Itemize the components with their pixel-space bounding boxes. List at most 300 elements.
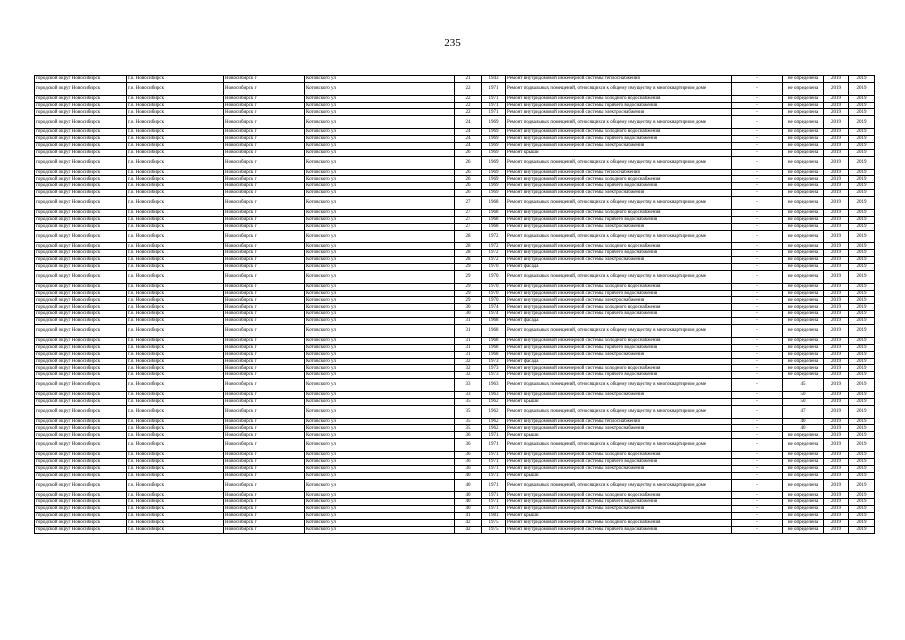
settlement-cell: г.о. Новосибирск: [127, 465, 224, 472]
dash-cell: -: [732, 425, 783, 432]
year-end-cell: 2019: [849, 499, 875, 506]
cost-cell: не определена: [783, 230, 824, 243]
house-number-cell: 36: [455, 458, 482, 465]
cost-cell: не определена: [783, 458, 824, 465]
year-start-cell: 2019: [824, 344, 849, 351]
year-end-cell: 2019: [849, 391, 875, 398]
build-year-cell: 1973: [482, 372, 506, 379]
year-start-cell: 2019: [824, 304, 849, 311]
street-cell: Котовского ул: [305, 452, 455, 459]
cost-cell: не определена: [783, 216, 824, 223]
dash-cell: -: [732, 283, 783, 290]
street-cell: Котовского ул: [305, 216, 455, 223]
city-cell: Новосибирск г: [224, 513, 305, 520]
table-row: [35, 283, 875, 290]
district-cell: городской округ Новосибирск: [35, 209, 127, 216]
street-cell: Котовского ул: [305, 439, 455, 452]
cost-cell: не определена: [783, 270, 824, 283]
street-cell: Котовского ул: [305, 398, 455, 405]
cost-cell: не определена: [783, 351, 824, 358]
table-row: [35, 136, 875, 143]
house-number-cell: 26: [455, 169, 482, 176]
work-type-cell: Ремонт внутридомовой инженерной системы электроснабжения: [506, 391, 732, 398]
year-start-cell: 2019: [824, 492, 849, 499]
year-end-cell: 2019: [849, 257, 875, 264]
city-cell: Новосибирск г: [224, 190, 305, 197]
dash-cell: -: [732, 465, 783, 472]
cost-cell: 47: [783, 405, 824, 418]
dash-cell: -: [732, 452, 783, 459]
settlement-cell: г.о. Новосибирск: [127, 216, 224, 223]
dash-cell: -: [732, 337, 783, 344]
street-cell: Котовского ул: [305, 116, 455, 129]
district-cell: городской округ Новосибирск: [35, 492, 127, 499]
year-start-cell: 2019: [824, 82, 849, 95]
build-year-cell: 1971: [482, 499, 506, 506]
table-row: [35, 439, 875, 452]
table-row: [35, 190, 875, 197]
house-number-cell: 31: [455, 351, 482, 358]
district-cell: городской округ Новосибирск: [35, 365, 127, 372]
year-end-cell: 2019: [849, 250, 875, 257]
settlement-cell: г.о. Новосибирск: [127, 379, 224, 392]
city-cell: Новосибирск г: [224, 149, 305, 156]
district-cell: городской округ Новосибирск: [35, 102, 127, 109]
year-start-cell: 2019: [824, 432, 849, 439]
house-number-cell: 24: [455, 129, 482, 136]
build-year-cell: 1968: [482, 216, 506, 223]
cost-cell: не определена: [783, 439, 824, 452]
district-cell: городской округ Новосибирск: [35, 499, 127, 506]
work-type-cell: Ремонт подвальных помещений, относящихся к общему имуществу в многоквартирном доме: [506, 439, 732, 452]
city-cell: Новосибирск г: [224, 183, 305, 190]
district-cell: городской округ Новосибирск: [35, 250, 127, 257]
cost-cell: не определена: [783, 526, 824, 533]
work-type-cell: Ремонт внутридомовой инженерной системы холодного водоснабжения: [506, 283, 732, 290]
district-cell: городской округ Новосибирск: [35, 82, 127, 95]
build-year-cell: 1975: [482, 519, 506, 526]
cost-cell: не определена: [783, 344, 824, 351]
table-row: [35, 337, 875, 344]
city-cell: Новосибирск г: [224, 472, 305, 479]
cost-cell: 40: [783, 425, 824, 432]
year-end-cell: 2019: [849, 142, 875, 149]
district-cell: городской округ Новосибирск: [35, 318, 127, 325]
settlement-cell: г.о. Новосибирск: [127, 337, 224, 344]
street-cell: Котовского ул: [305, 365, 455, 372]
city-cell: Новосибирск г: [224, 102, 305, 109]
house-number-cell: 33: [455, 379, 482, 392]
house-number-cell: 30: [455, 304, 482, 311]
year-start-cell: 2019: [824, 149, 849, 156]
street-cell: Котовского ул: [305, 257, 455, 264]
dash-cell: -: [732, 379, 783, 392]
work-type-cell: Ремонт подвальных помещений, относящихся к общему имуществу в многоквартирном доме: [506, 325, 732, 338]
district-cell: городской округ Новосибирск: [35, 129, 127, 136]
cost-cell: не определена: [783, 109, 824, 116]
dash-cell: -: [732, 513, 783, 520]
cost-cell: не определена: [783, 176, 824, 183]
settlement-cell: г.о. Новосибирск: [127, 519, 224, 526]
street-cell: Котовского ул: [305, 372, 455, 379]
settlement-cell: г.о. Новосибирск: [127, 190, 224, 197]
dash-cell: -: [732, 109, 783, 116]
city-cell: Новосибирск г: [224, 95, 305, 102]
cost-cell: не определена: [783, 102, 824, 109]
dash-cell: -: [732, 358, 783, 365]
city-cell: Новосибирск г: [224, 398, 305, 405]
city-cell: Новосибирск г: [224, 283, 305, 290]
year-start-cell: 2019: [824, 102, 849, 109]
cost-cell: не определена: [783, 76, 824, 83]
build-year-cell: 1973: [482, 358, 506, 365]
table-row: [35, 297, 875, 304]
work-type-cell: Ремонт внутридомовой инженерной системы электроснабжения: [506, 142, 732, 149]
year-end-cell: 2019: [849, 519, 875, 526]
district-cell: городской округ Новосибирск: [35, 358, 127, 365]
street-cell: Котовского ул: [305, 76, 455, 83]
house-number-cell: 31: [455, 344, 482, 351]
build-year-cell: 1969: [482, 149, 506, 156]
district-cell: городской округ Новосибирск: [35, 257, 127, 264]
work-type-cell: Ремонт фасада: [506, 318, 732, 325]
cost-cell: не определена: [783, 82, 824, 95]
year-end-cell: 2019: [849, 311, 875, 318]
work-type-cell: Ремонт внутридомовой инженерной системы горячего водоснабжения: [506, 290, 732, 297]
district-cell: городской округ Новосибирск: [35, 109, 127, 116]
build-year-cell: 1970: [482, 283, 506, 290]
cost-cell: не определена: [783, 149, 824, 156]
street-cell: Котовского ул: [305, 499, 455, 506]
district-cell: городской округ Новосибирск: [35, 391, 127, 398]
table-row: [35, 169, 875, 176]
dash-cell: -: [732, 264, 783, 271]
dash-cell: -: [732, 142, 783, 149]
year-end-cell: 2019: [849, 365, 875, 372]
settlement-cell: г.о. Новосибирск: [127, 283, 224, 290]
work-type-cell: Ремонт подвальных помещений, относящихся к общему имуществу в многоквартирном доме: [506, 230, 732, 243]
house-number-cell: 32: [455, 358, 482, 365]
house-number-cell: 24: [455, 116, 482, 129]
street-cell: Котовского ул: [305, 391, 455, 398]
city-cell: Новосибирск г: [224, 358, 305, 365]
table-row: [35, 102, 875, 109]
district-cell: городской округ Новосибирск: [35, 169, 127, 176]
city-cell: Новосибирск г: [224, 506, 305, 513]
build-year-cell: 1968: [482, 344, 506, 351]
dash-cell: -: [732, 519, 783, 526]
street-cell: Котовского ул: [305, 432, 455, 439]
settlement-cell: г.о. Новосибирск: [127, 209, 224, 216]
cost-cell: не определена: [783, 142, 824, 149]
street-cell: Котовского ул: [305, 479, 455, 492]
build-year-cell: 1963: [482, 391, 506, 398]
house-number-cell: 36: [455, 465, 482, 472]
settlement-cell: г.о. Новосибирск: [127, 472, 224, 479]
dash-cell: -: [732, 176, 783, 183]
district-cell: городской округ Новосибирск: [35, 405, 127, 418]
year-start-cell: 2019: [824, 264, 849, 271]
work-type-cell: Ремонт внутридомовой инженерной системы электроснабжения: [506, 190, 732, 197]
year-start-cell: 2019: [824, 270, 849, 283]
table-row: [35, 223, 875, 230]
settlement-cell: г.о. Новосибирск: [127, 297, 224, 304]
district-cell: городской округ Новосибирск: [35, 418, 127, 425]
build-year-cell: 1972: [482, 257, 506, 264]
street-cell: Котовского ул: [305, 136, 455, 143]
street-cell: Котовского ул: [305, 82, 455, 95]
table-row: [35, 513, 875, 520]
year-start-cell: 2019: [824, 325, 849, 338]
house-number-cell: 36: [455, 439, 482, 452]
page-number: 235: [444, 37, 461, 49]
year-start-cell: 2019: [824, 439, 849, 452]
city-cell: Новосибирск г: [224, 372, 305, 379]
dash-cell: -: [732, 243, 783, 250]
cost-cell: не определена: [783, 190, 824, 197]
street-cell: Котовского ул: [305, 270, 455, 283]
year-start-cell: 2019: [824, 398, 849, 405]
year-end-cell: 2019: [849, 76, 875, 83]
settlement-cell: г.о. Новосибирск: [127, 425, 224, 432]
city-cell: Новосибирск г: [224, 425, 305, 432]
house-number-cell: 30: [455, 311, 482, 318]
cost-cell: не определена: [783, 290, 824, 297]
house-number-cell: 26: [455, 149, 482, 156]
house-number-cell: 32: [455, 372, 482, 379]
cost-cell: не определена: [783, 136, 824, 143]
table-row: [35, 311, 875, 318]
cost-cell: не определена: [783, 499, 824, 506]
build-year-cell: 1971: [482, 439, 506, 452]
capital-repair-table: [34, 75, 875, 534]
house-number-cell: 26: [455, 156, 482, 169]
year-end-cell: 2019: [849, 223, 875, 230]
city-cell: Новосибирск г: [224, 264, 305, 271]
district-cell: городской округ Новосибирск: [35, 136, 127, 143]
year-end-cell: 2019: [849, 432, 875, 439]
settlement-cell: г.о. Новосибирск: [127, 156, 224, 169]
build-year-cell: 1971: [482, 432, 506, 439]
build-year-cell: 1969: [482, 116, 506, 129]
city-cell: Новосибирск г: [224, 337, 305, 344]
street-cell: Котовского ул: [305, 190, 455, 197]
street-cell: Котовского ул: [305, 458, 455, 465]
cost-cell: 45: [783, 379, 824, 392]
city-cell: Новосибирск г: [224, 243, 305, 250]
dash-cell: -: [732, 230, 783, 243]
table-row: [35, 183, 875, 190]
settlement-cell: г.о. Новосибирск: [127, 351, 224, 358]
dash-cell: -: [732, 297, 783, 304]
build-year-cell: 1971: [482, 82, 506, 95]
work-type-cell: Ремонт внутридомовой инженерной системы холодного водоснабжения: [506, 519, 732, 526]
city-cell: Новосибирск г: [224, 304, 305, 311]
settlement-cell: г.о. Новосибирск: [127, 398, 224, 405]
work-type-cell: Ремонт внутридомовой инженерной системы горячего водоснабжения: [506, 216, 732, 223]
cost-cell: не определена: [783, 472, 824, 479]
work-type-cell: Ремонт подвальных помещений, относящихся к общему имуществу в многоквартирном доме: [506, 379, 732, 392]
street-cell: Котовского ул: [305, 418, 455, 425]
city-cell: Новосибирск г: [224, 432, 305, 439]
work-type-cell: Ремонт внутридомовой инженерной системы холодного водоснабжения: [506, 95, 732, 102]
dash-cell: -: [732, 418, 783, 425]
work-type-cell: Ремонт внутридомовой инженерной системы холодного водоснабжения: [506, 365, 732, 372]
dash-cell: -: [732, 169, 783, 176]
table-row: [35, 216, 875, 223]
year-end-cell: 2019: [849, 372, 875, 379]
cost-cell: не определена: [783, 318, 824, 325]
work-type-cell: Ремонт внутридомовой инженерной системы горячего водоснабжения: [506, 526, 732, 533]
district-cell: городской округ Новосибирск: [35, 116, 127, 129]
table-row: [35, 351, 875, 358]
year-start-cell: 2019: [824, 337, 849, 344]
build-year-cell: 1962: [482, 398, 506, 405]
dash-cell: -: [732, 290, 783, 297]
district-cell: городской округ Новосибирск: [35, 297, 127, 304]
settlement-cell: г.о. Новосибирск: [127, 365, 224, 372]
street-cell: Котовского ул: [305, 250, 455, 257]
build-year-cell: 1971: [482, 479, 506, 492]
build-year-cell: 1968: [482, 337, 506, 344]
work-type-cell: Ремонт подвальных помещений, относящихся к общему имуществу в многоквартирном доме: [506, 479, 732, 492]
city-cell: Новосибирск г: [224, 156, 305, 169]
settlement-cell: г.о. Новосибирск: [127, 136, 224, 143]
year-start-cell: 2019: [824, 479, 849, 492]
table-row: [35, 149, 875, 156]
settlement-cell: г.о. Новосибирск: [127, 432, 224, 439]
house-number-cell: 41: [455, 513, 482, 520]
year-start-cell: 2019: [824, 209, 849, 216]
cost-cell: не определена: [783, 311, 824, 318]
street-cell: Котовского ул: [305, 318, 455, 325]
street-cell: Котовского ул: [305, 465, 455, 472]
district-cell: городской округ Новосибирск: [35, 351, 127, 358]
year-start-cell: 2019: [824, 257, 849, 264]
city-cell: Новосибирск г: [224, 311, 305, 318]
dash-cell: -: [732, 526, 783, 533]
year-end-cell: 2019: [849, 358, 875, 365]
city-cell: Новосибирск г: [224, 405, 305, 418]
street-cell: Котовского ул: [305, 290, 455, 297]
dash-cell: -: [732, 95, 783, 102]
build-year-cell: 1972: [482, 243, 506, 250]
cost-cell: не определена: [783, 325, 824, 338]
table-row: [35, 526, 875, 533]
work-type-cell: Ремонт подвальных помещений, относящихся к общему имуществу в многоквартирном доме: [506, 82, 732, 95]
work-type-cell: Ремонт внутридомовой инженерной системы горячего водоснабжения: [506, 102, 732, 109]
house-number-cell: 40: [455, 499, 482, 506]
district-cell: городской округ Новосибирск: [35, 432, 127, 439]
cost-cell: не определена: [783, 209, 824, 216]
build-year-cell: 1971: [482, 102, 506, 109]
year-end-cell: 2019: [849, 136, 875, 143]
build-year-cell: 1963: [482, 379, 506, 392]
settlement-cell: г.о. Новосибирск: [127, 452, 224, 459]
year-start-cell: 2019: [824, 283, 849, 290]
table-row: [35, 318, 875, 325]
build-year-cell: 1968: [482, 325, 506, 338]
city-cell: Новосибирск г: [224, 129, 305, 136]
street-cell: Котовского ул: [305, 209, 455, 216]
house-number-cell: 35: [455, 398, 482, 405]
year-end-cell: 2019: [849, 116, 875, 129]
district-cell: городской округ Новосибирск: [35, 264, 127, 271]
cost-cell: не определена: [783, 337, 824, 344]
table-row: [35, 365, 875, 372]
street-cell: Котовского ул: [305, 176, 455, 183]
street-cell: Котовского ул: [305, 230, 455, 243]
house-number-cell: 21: [455, 76, 482, 83]
city-cell: Новосибирск г: [224, 230, 305, 243]
settlement-cell: г.о. Новосибирск: [127, 82, 224, 95]
city-cell: Новосибирск г: [224, 458, 305, 465]
table-row: [35, 197, 875, 210]
district-cell: городской округ Новосибирск: [35, 76, 127, 83]
cost-cell: не определена: [783, 183, 824, 190]
dash-cell: -: [732, 197, 783, 210]
house-number-cell: 26: [455, 183, 482, 190]
table-row: [35, 372, 875, 379]
build-year-cell: 1972: [482, 250, 506, 257]
street-cell: Котовского ул: [305, 472, 455, 479]
year-start-cell: 2019: [824, 418, 849, 425]
year-start-cell: 2019: [824, 465, 849, 472]
district-cell: городской округ Новосибирск: [35, 439, 127, 452]
year-start-cell: 2019: [824, 351, 849, 358]
cost-cell: не определена: [783, 358, 824, 365]
cost-cell: не определена: [783, 116, 824, 129]
work-type-cell: Ремонт внутридомовой инженерной системы электроснабжения: [506, 351, 732, 358]
settlement-cell: г.о. Новосибирск: [127, 230, 224, 243]
year-end-cell: 2019: [849, 102, 875, 109]
work-type-cell: Ремонт внутридомовой инженерной системы теплоснабжения: [506, 169, 732, 176]
dash-cell: -: [732, 432, 783, 439]
dash-cell: -: [732, 82, 783, 95]
dash-cell: -: [732, 479, 783, 492]
year-start-cell: 2019: [824, 183, 849, 190]
house-number-cell: 40: [455, 506, 482, 513]
work-type-cell: Ремонт крыши: [506, 513, 732, 520]
city-cell: Новосибирск г: [224, 270, 305, 283]
work-type-cell: Ремонт внутридомовой инженерной системы холодного водоснабжения: [506, 176, 732, 183]
city-cell: Новосибирск г: [224, 479, 305, 492]
dash-cell: -: [732, 216, 783, 223]
house-number-cell: 28: [455, 257, 482, 264]
year-start-cell: 2019: [824, 379, 849, 392]
year-end-cell: 2019: [849, 283, 875, 290]
build-year-cell: 1969: [482, 176, 506, 183]
house-number-cell: 31: [455, 318, 482, 325]
year-end-cell: 2019: [849, 492, 875, 499]
dash-cell: -: [732, 270, 783, 283]
cost-cell: не определена: [783, 519, 824, 526]
year-start-cell: 2019: [824, 156, 849, 169]
house-number-cell: 29: [455, 264, 482, 271]
street-cell: Котовского ул: [305, 379, 455, 392]
cost-cell: не определена: [783, 452, 824, 459]
table-row: [35, 358, 875, 365]
city-cell: Новосибирск г: [224, 465, 305, 472]
city-cell: Новосибирск г: [224, 136, 305, 143]
cost-cell: 50: [783, 391, 824, 398]
house-number-cell: 29: [455, 283, 482, 290]
table-row: [35, 499, 875, 506]
district-cell: городской округ Новосибирск: [35, 425, 127, 432]
district-cell: городской округ Новосибирск: [35, 95, 127, 102]
table-row: [35, 230, 875, 243]
street-cell: Котовского ул: [305, 351, 455, 358]
